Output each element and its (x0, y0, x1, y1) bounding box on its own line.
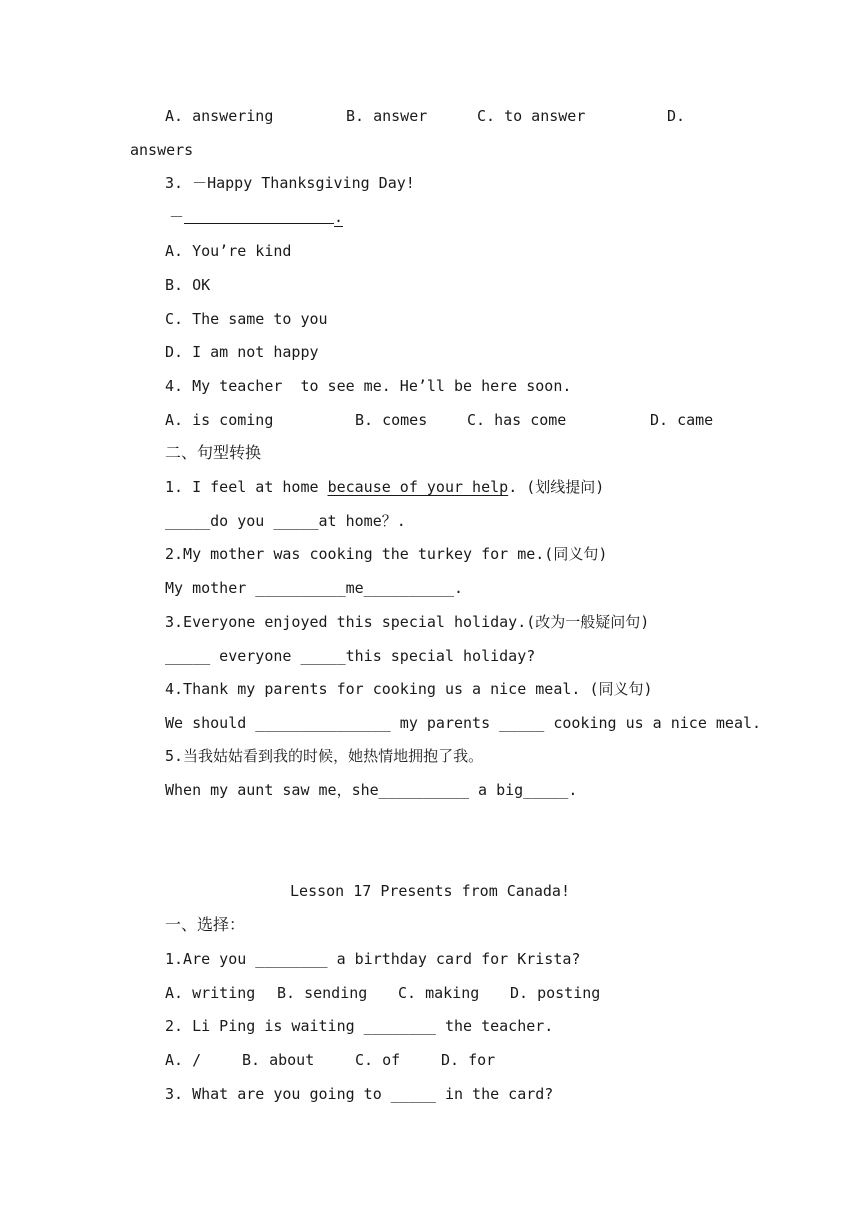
q3-option-d: D. I am not happy (165, 343, 319, 361)
transform-5-answer: When my aunt saw me，she__________ a big_____. (165, 781, 578, 799)
transform-3-answer: _____ everyone _____this special holiday? (165, 647, 536, 665)
transform-1-answer: _____do you _____at home？. (165, 512, 406, 530)
l17-q2-option-a: A. / (165, 1051, 202, 1069)
l17-q1-option-a: A. writing (165, 984, 256, 1002)
lesson-17-section-heading: 一、选择： (165, 915, 246, 934)
section-b-heading: 二、句型转换 (165, 443, 262, 462)
transform-2-prompt: 2.My mother was cooking the turkey for me.(同义句) (165, 545, 608, 563)
l17-q2-prompt: 2. Li Ping is waiting ________ the teacher. (165, 1017, 554, 1035)
q4-option-a: A. is coming (165, 411, 274, 429)
l17-q2-option-d: D. for (441, 1051, 496, 1069)
transform-1-prompt-start: 1. I feel at home (165, 478, 328, 496)
l17-q1-option-c: C. making (398, 984, 480, 1002)
l17-q2-option-b: B. about (242, 1051, 315, 1069)
transform-5-prompt: 5.当我姑姑看到我的时候，她热情地拥抱了我。 (165, 747, 484, 765)
transform-4-answer: We should _______________ my parents _____ cooking us a nice meal. (165, 714, 762, 732)
l17-q2-option-c: C. of (355, 1051, 401, 1069)
q3-option-a: A. You’re kind (165, 242, 292, 260)
transform-3-prompt: 3.Everyone enjoyed this special holiday.(改为一般疑问句) (165, 613, 650, 631)
q4-option-b: B. comes (355, 411, 428, 429)
q3-prompt: 3. －Happy Thanksgiving Day! (165, 174, 415, 192)
l17-q1-option-b: B. sending (277, 984, 368, 1002)
transform-4-prompt: 4.Thank my parents for cooking us a nice meal. (同义句) (165, 680, 653, 698)
q2-option-b: B. answer (346, 107, 428, 125)
q4-option-d: D. came (650, 411, 714, 429)
q2-option-a: A. answering (165, 107, 274, 125)
q3-option-b: B. OK (165, 276, 211, 294)
q3-reply-line (169, 207, 343, 227)
l17-q1-prompt: 1.Are you ________ a birthday card for Krista? (165, 950, 581, 968)
q3-reply-blank (184, 209, 334, 224)
q2-option-d-text: answers (130, 141, 194, 159)
q4-prompt: 4. My teacher to see me. He’ll be here soon. (165, 377, 572, 395)
transform-2-answer: My mother __________me__________. (165, 579, 464, 597)
q2-option-c: C. to answer (477, 107, 586, 125)
q2-option-d: D. (667, 107, 686, 125)
transform-1-prompt (165, 477, 604, 497)
q4-option-c: C. has come (467, 411, 567, 429)
q3-option-c: C. The same to you (165, 310, 328, 328)
q3-reply-end: . (334, 208, 344, 226)
transform-1-prompt-end: . (划线提问) (508, 478, 605, 496)
l17-q3-prompt: 3. What are you going to _____ in the card? (165, 1085, 554, 1103)
l17-q1-option-d: D. posting (510, 984, 601, 1002)
transform-1-underlined-phrase: because of your help (327, 478, 509, 496)
q3-reply-dash: － (169, 208, 185, 226)
lesson-17-title: Lesson 17 Presents from Canada! (290, 882, 570, 900)
